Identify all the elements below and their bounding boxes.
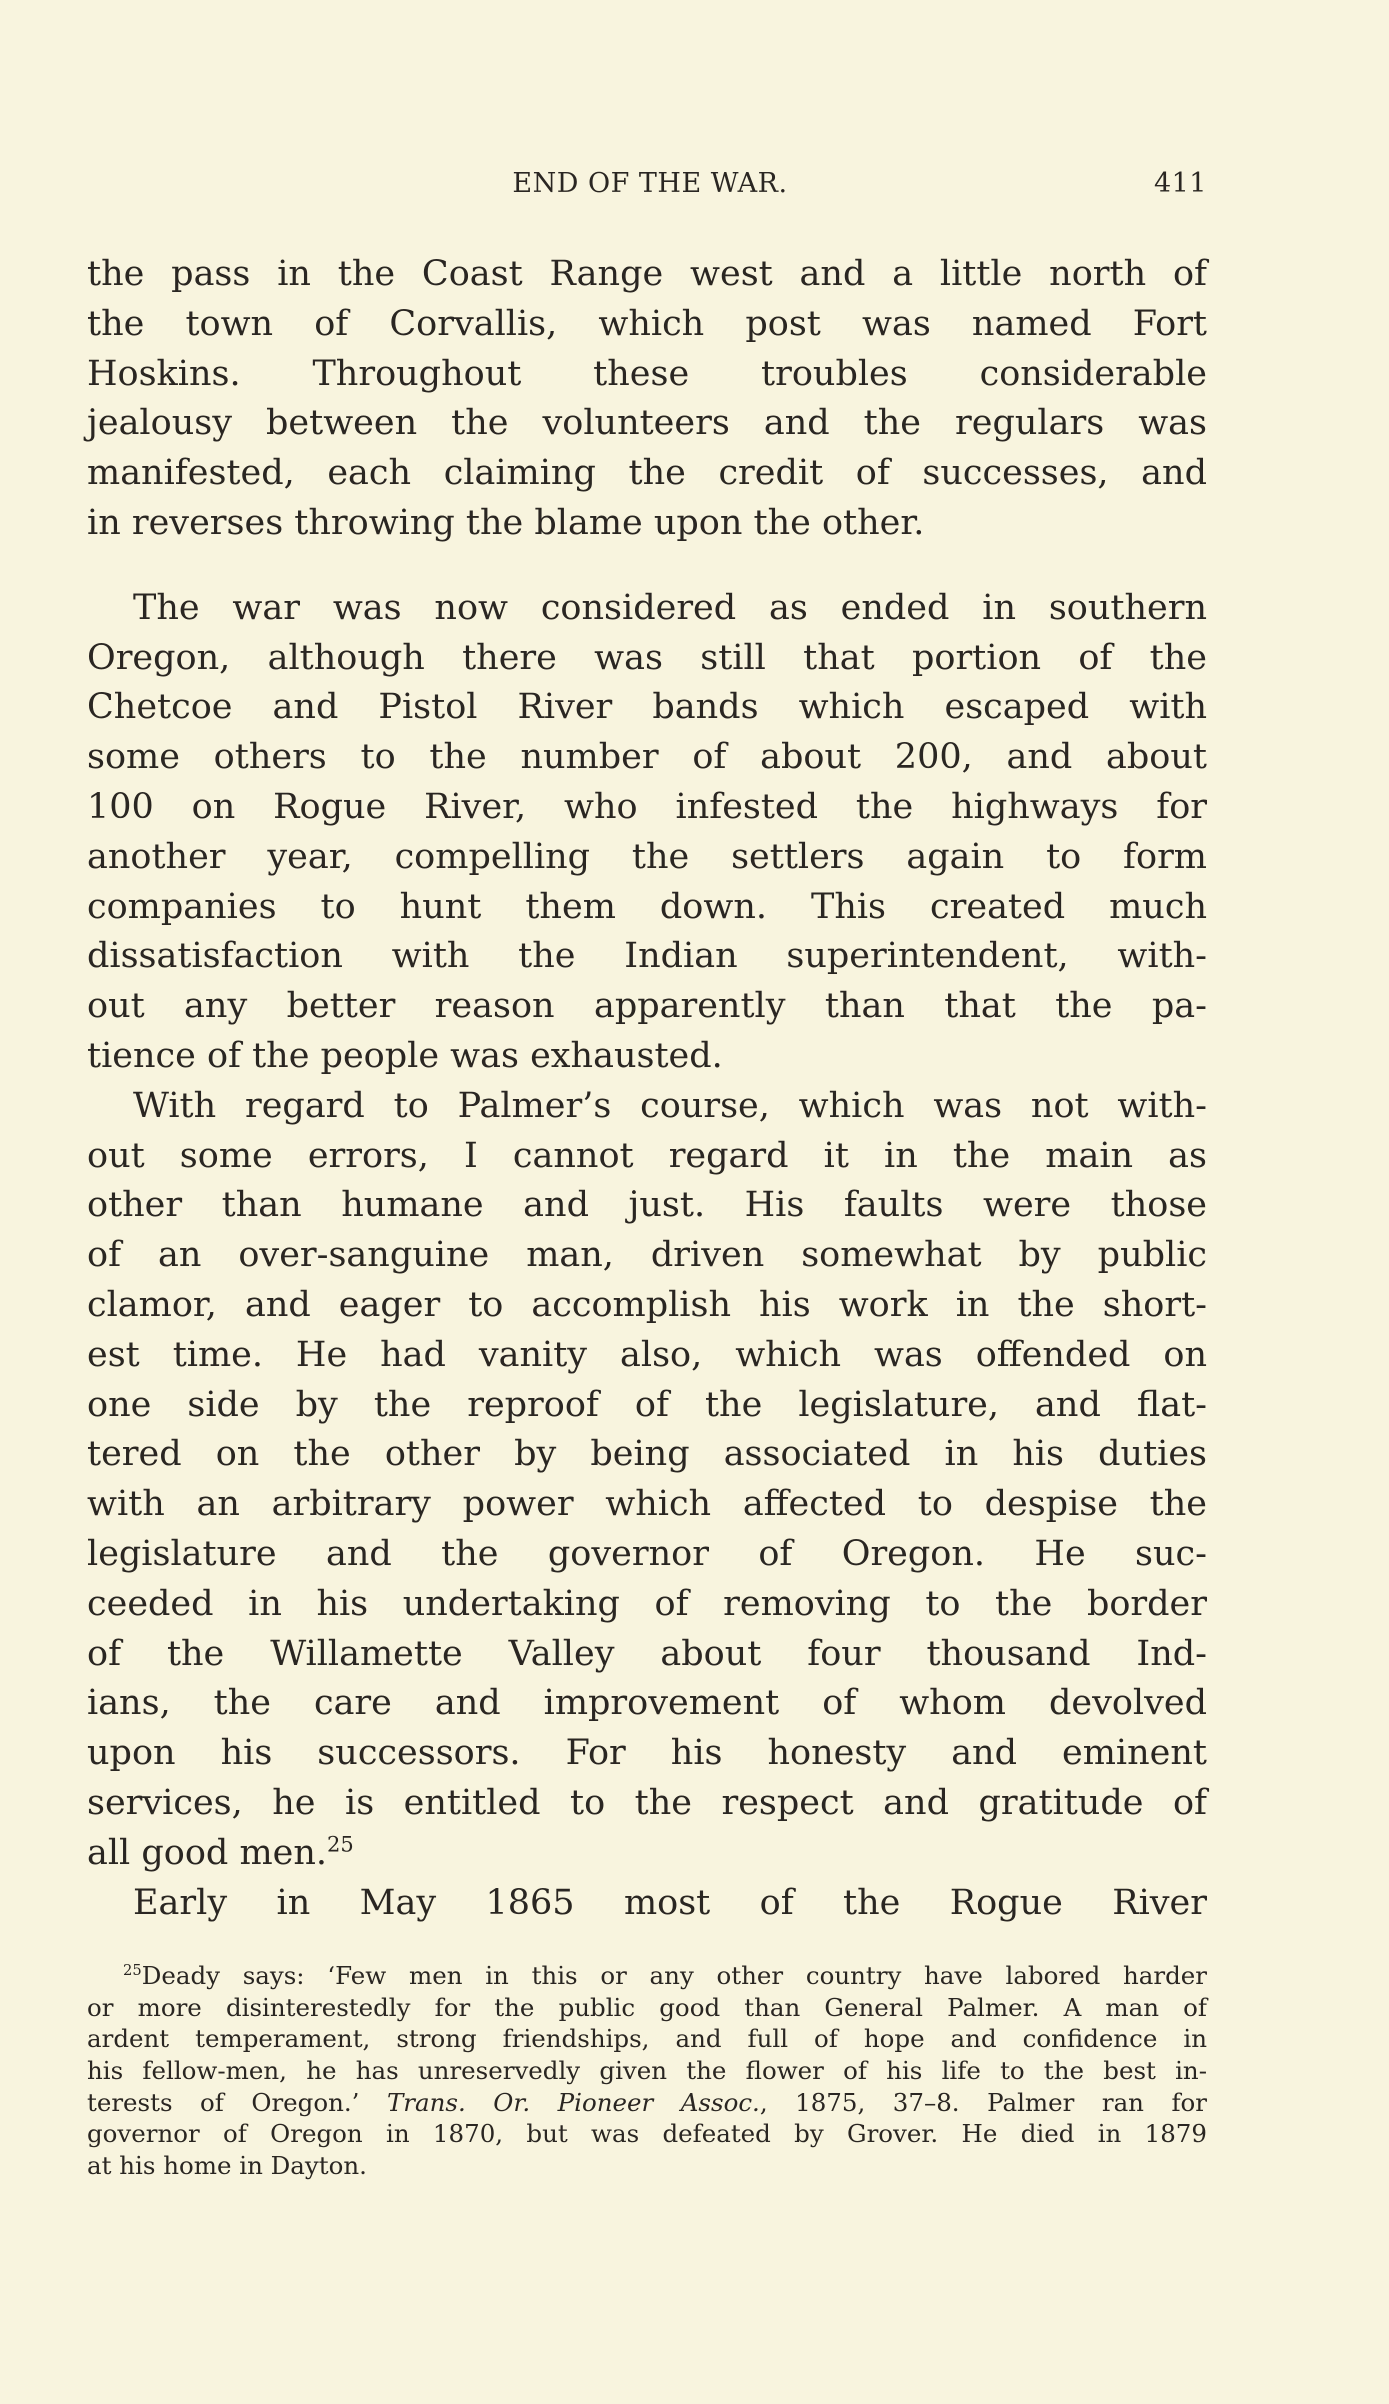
text-run: , 1875, 37–8. Palmer ran for — [759, 2087, 1207, 2117]
page-number: 411 — [1153, 168, 1207, 199]
text-line: Oregon, although there was still that portion of the — [87, 637, 1207, 678]
text-line: est time. He had vanity also, which was offended on — [87, 1334, 1207, 1375]
text-line: another year, compelling the settlers again to form — [87, 836, 1207, 877]
footnote-line: at his home in Dayton. — [87, 2151, 367, 2181]
text-line: some others to the number of about 200, and about — [87, 737, 1207, 778]
text-line: manifested, each claiming the credit of successes, and — [87, 453, 1207, 494]
text-line: With regard to Palmer’s course, which was not with- — [133, 1085, 1207, 1126]
paragraph — [87, 250, 1207, 549]
text-line: tered on the other by being associated in his duties — [87, 1434, 1207, 1475]
text-line — [87, 1829, 1207, 1879]
paragraph — [87, 584, 1207, 1082]
text-line: Early in May 1865 most of the Rogue River — [133, 1882, 1207, 1923]
text-line: 100 on Rogue River, who infested the highways for — [87, 786, 1207, 827]
text-line: with an arbitrary power which affected to despise the — [87, 1484, 1207, 1525]
body-text — [87, 250, 1207, 1928]
paragraph — [87, 1879, 1207, 1929]
footnote-line — [87, 2087, 1207, 2119]
text-run: all good men. — [87, 1832, 328, 1873]
text-line: legislature and the governor of Oregon. He suc- — [87, 1533, 1207, 1574]
footnote-marker: 25 — [327, 1832, 354, 1857]
text-line: clamor, and eager to accomplish his work in the short- — [87, 1284, 1207, 1325]
paragraph — [87, 1082, 1207, 1879]
text-line: Chetcoe and Pistol River bands which escaped with — [87, 687, 1207, 728]
text-line: services, he is entitled to the respect and gratitude of — [87, 1782, 1207, 1823]
footnote-line: ardent temperament, strong friendships, and full of hope and confidence in — [87, 2024, 1207, 2054]
footnote-line: or more disinterestedly for the public good than General Palmer. A man of — [87, 1992, 1207, 2022]
footnote — [87, 1960, 1207, 2182]
italic-citation: Trans. Or. Pioneer Assoc. — [386, 2087, 760, 2117]
running-title: END OF THE WAR. — [512, 168, 788, 199]
text-line: companies to hunt them down. This created much — [87, 886, 1207, 927]
text-line: of an over-sanguine man, driven somewhat by public — [87, 1235, 1207, 1276]
text-line: ceeded in his undertaking of removing to the border — [87, 1583, 1207, 1624]
text-line: tience of the people was exhausted. — [87, 1035, 723, 1076]
footnote-line: governor of Oregon in 1870, but was defeated by Grover. He died in 1879 — [87, 2119, 1207, 2149]
text-line: the town of Corvallis, which post was named Fort — [87, 303, 1207, 344]
text-line: one side by the reproof of the legislature, and flat- — [87, 1384, 1207, 1425]
footnote-line — [87, 1960, 1207, 1992]
text-line: ians, the care and improvement of whom devolved — [87, 1683, 1207, 1724]
text-line: of the Willamette Valley about four thousand Ind- — [87, 1633, 1207, 1674]
footnote-line: his fellow-men, he has unreservedly given the flower of his life to the best in- — [87, 2056, 1207, 2086]
text-run: Deady says: ‘Few men in this or any other country have labored harder — [141, 1961, 1207, 1990]
text-line: out any better reason apparently than that the pa- — [87, 986, 1207, 1027]
text-line: in reverses throwing the blame upon the other. — [87, 502, 925, 543]
text-line: out some errors, I cannot regard it in the main as — [87, 1135, 1207, 1176]
text-line: the pass in the Coast Range west and a little north of — [87, 254, 1207, 294]
text-line: other than humane and just. His faults were those — [87, 1185, 1207, 1226]
text-line: The war was now considered as ended in southern — [133, 587, 1207, 628]
paragraph-gap — [87, 549, 1207, 584]
text-line: dissatisfaction with the Indian superintendent, with- — [87, 936, 1207, 977]
text-line: jealousy between the volunteers and the regulars was — [87, 403, 1207, 444]
text-run: terests of Oregon.’ — [87, 2087, 387, 2117]
footnote-marker: 25 — [123, 1961, 142, 1979]
text-line: Hoskins. Throughout these troubles considerable — [87, 353, 1207, 394]
text-line: upon his successors. For his honesty and eminent — [87, 1733, 1207, 1774]
